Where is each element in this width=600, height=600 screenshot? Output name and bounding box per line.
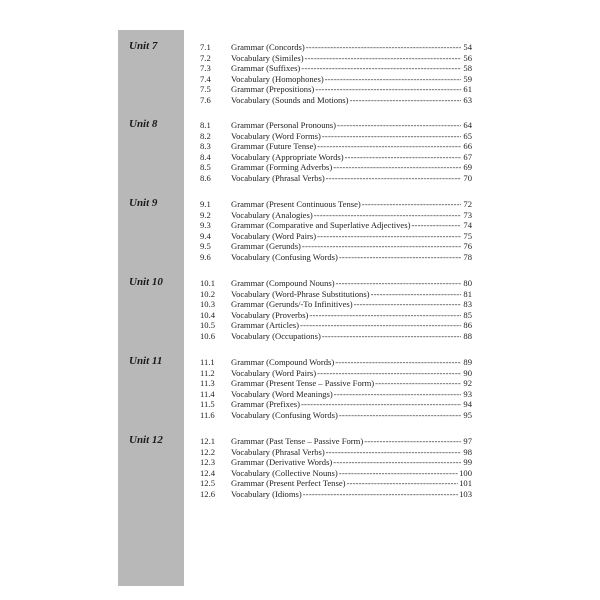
dot-leader xyxy=(305,53,461,64)
dot-leader xyxy=(337,120,461,131)
section-number: 8.3 xyxy=(200,141,211,152)
toc-entry[interactable] xyxy=(200,199,472,210)
page-number: 92 xyxy=(463,378,472,389)
section-number: 12.4 xyxy=(200,467,216,478)
toc-entry[interactable] xyxy=(200,368,472,379)
toc-entry[interactable] xyxy=(200,289,472,300)
page-number: 58 xyxy=(463,63,472,74)
section-number: 8.2 xyxy=(200,130,211,141)
section-title: Grammar (Gerunds/-To Infinitives) xyxy=(231,299,353,310)
page-number: 99 xyxy=(463,457,472,468)
page-number: 86 xyxy=(463,320,472,331)
dot-leader xyxy=(306,42,461,53)
section-number: 12.3 xyxy=(200,457,216,468)
section-number: 9.1 xyxy=(200,199,211,209)
section-title: Grammar (Personal Pronouns) xyxy=(231,120,337,130)
section-number: 9.3 xyxy=(200,220,211,231)
section-number: 9.6 xyxy=(200,251,211,262)
page-number: 89 xyxy=(463,357,472,367)
section-number: 9.4 xyxy=(200,230,211,241)
toc-entry[interactable] xyxy=(200,231,472,242)
section-title: Grammar (Derivative Words) xyxy=(231,457,333,468)
dot-leader xyxy=(350,95,461,106)
section-title: Vocabulary (Homophones) xyxy=(231,73,324,84)
toc-entry[interactable] xyxy=(200,410,472,421)
page-number: 56 xyxy=(463,52,472,63)
toc-entry[interactable] xyxy=(200,320,472,331)
section-title: Vocabulary (Occupations) xyxy=(231,330,321,341)
page-number: 63 xyxy=(463,94,472,105)
dot-leader xyxy=(362,199,461,210)
page-number: 95 xyxy=(463,409,472,420)
toc-entry[interactable] xyxy=(200,378,472,389)
section-number: 7.6 xyxy=(200,94,211,105)
section-title: Vocabulary (Word Forms) xyxy=(231,130,321,141)
page-number: 75 xyxy=(463,230,472,241)
page-number: 73 xyxy=(463,209,472,220)
section-title: Grammar (Comparative and Superlative Adjectives) xyxy=(231,220,411,231)
section-number: 10.1 xyxy=(200,278,216,288)
toc-entry[interactable] xyxy=(200,436,472,447)
toc-entry[interactable] xyxy=(200,84,472,95)
page-number: 90 xyxy=(463,367,472,378)
section-title: Vocabulary (Word-Phrase Substitutions) xyxy=(231,288,370,299)
section-title: Vocabulary (Appropriate Words) xyxy=(231,151,344,162)
toc-entry[interactable] xyxy=(200,141,472,152)
toc-entry[interactable] xyxy=(200,299,472,310)
unit-entries xyxy=(200,42,472,106)
toc-entry[interactable] xyxy=(200,447,472,458)
toc-entry[interactable] xyxy=(200,399,472,410)
section-number: 11.4 xyxy=(200,388,215,399)
page-number: 93 xyxy=(463,388,472,399)
dot-leader xyxy=(364,436,461,447)
section-title: Grammar (Future Tense) xyxy=(231,141,317,152)
page-number: 85 xyxy=(463,309,472,320)
page-number: 74 xyxy=(463,220,472,231)
section-number: 12.6 xyxy=(200,488,216,499)
section-number: 10.2 xyxy=(200,288,216,299)
unit-label: Unit 11 xyxy=(129,355,163,367)
toc-entry[interactable] xyxy=(200,74,472,85)
section-title: Grammar (Prefixes) xyxy=(231,399,300,410)
toc-entry[interactable] xyxy=(200,220,472,231)
section-title: Vocabulary (Phrasal Verbs) xyxy=(231,172,325,183)
toc-entry[interactable] xyxy=(200,357,472,368)
toc-entry[interactable] xyxy=(200,489,472,500)
section-title: Vocabulary (Word Meanings) xyxy=(231,388,333,399)
unit-label: Unit 9 xyxy=(129,197,158,209)
unit-entries xyxy=(200,120,472,184)
section-number: 11.3 xyxy=(200,378,215,389)
dot-leader xyxy=(411,220,461,231)
section-number: 10.6 xyxy=(200,330,216,341)
toc-entry[interactable] xyxy=(200,389,472,400)
page-number: 69 xyxy=(463,162,472,173)
dot-leader xyxy=(314,210,461,221)
unit-entries xyxy=(200,436,472,500)
page-number: 100 xyxy=(459,467,472,478)
section-title: Vocabulary (Analogies) xyxy=(231,209,313,220)
section-number: 9.2 xyxy=(200,209,211,220)
page-number: 61 xyxy=(463,84,472,95)
section-title: Vocabulary (Confusing Words) xyxy=(231,409,338,420)
toc-entry[interactable] xyxy=(200,42,472,53)
toc-entry[interactable] xyxy=(200,152,472,163)
toc-entry[interactable] xyxy=(200,278,472,289)
page-number: 98 xyxy=(463,446,472,457)
page-number: 88 xyxy=(463,330,472,341)
dot-leader xyxy=(317,231,461,242)
unit-entries xyxy=(200,278,472,342)
section-title: Grammar (Past Tense – Passive Form) xyxy=(231,436,364,446)
unit-label: Unit 7 xyxy=(129,40,158,52)
section-title: Grammar (Articles) xyxy=(231,320,300,331)
section-title: Vocabulary (Sounds and Motions) xyxy=(231,94,349,105)
dot-leader xyxy=(302,241,461,252)
dot-leader xyxy=(317,368,461,379)
page-number: 94 xyxy=(463,399,472,410)
dot-leader xyxy=(300,320,461,331)
toc-entry[interactable] xyxy=(200,252,472,263)
page-number: 72 xyxy=(463,199,472,209)
section-number: 8.4 xyxy=(200,151,211,162)
section-title: Grammar (Forming Adverbs) xyxy=(231,162,333,173)
dot-leader xyxy=(333,162,461,173)
section-title: Vocabulary (Similes) xyxy=(231,52,304,63)
dot-leader xyxy=(301,63,461,74)
dot-leader xyxy=(375,378,461,389)
section-number: 11.5 xyxy=(200,399,215,410)
section-number: 7.4 xyxy=(200,73,211,84)
section-title: Vocabulary (Word Pairs) xyxy=(231,367,317,378)
section-number: 12.1 xyxy=(200,436,216,446)
section-number: 8.5 xyxy=(200,162,211,173)
page-number: 80 xyxy=(463,278,472,288)
toc-entry[interactable] xyxy=(200,210,472,221)
dot-leader xyxy=(354,299,461,310)
toc-entry[interactable] xyxy=(200,457,472,468)
section-title: Vocabulary (Proverbs) xyxy=(231,309,309,320)
unit-entries xyxy=(200,199,472,263)
dot-leader xyxy=(371,289,461,300)
dot-leader xyxy=(326,447,461,458)
section-title: Grammar (Present Continuous Tense) xyxy=(231,199,361,209)
page-number: 101 xyxy=(459,478,472,489)
unit-label: Unit 12 xyxy=(129,434,163,446)
dot-leader xyxy=(339,252,461,263)
section-number: 7.2 xyxy=(200,52,211,63)
dot-leader xyxy=(345,152,461,163)
dot-leader xyxy=(335,357,461,368)
section-title: Vocabulary (Phrasal Verbs) xyxy=(231,446,325,457)
section-title: Grammar (Compound Words) xyxy=(231,357,335,367)
dot-leader xyxy=(347,478,459,489)
toc-entry[interactable] xyxy=(200,162,472,173)
page-number: 67 xyxy=(463,151,472,162)
dot-leader xyxy=(317,141,461,152)
section-title: Grammar (Compound Nouns) xyxy=(231,278,335,288)
section-title: Vocabulary (Collective Nouns) xyxy=(231,467,338,478)
page-number: 65 xyxy=(463,130,472,141)
section-number: 11.6 xyxy=(200,409,215,420)
section-number: 12.2 xyxy=(200,446,216,457)
page-number: 70 xyxy=(463,172,472,183)
section-title: Grammar (Present Tense – Passive Form) xyxy=(231,378,375,389)
dot-leader xyxy=(322,331,461,342)
dot-leader xyxy=(309,310,461,321)
page-number: 81 xyxy=(463,288,472,299)
section-number: 8.6 xyxy=(200,172,211,183)
section-number: 10.4 xyxy=(200,309,216,320)
section-title: Grammar (Present Perfect Tense) xyxy=(231,478,346,489)
page-number: 83 xyxy=(463,299,472,310)
section-title: Grammar (Concords) xyxy=(231,42,305,52)
section-number: 7.1 xyxy=(200,42,211,52)
page-number: 78 xyxy=(463,251,472,262)
section-number: 9.5 xyxy=(200,241,211,252)
section-number: 10.3 xyxy=(200,299,216,310)
toc-entry[interactable] xyxy=(200,468,472,479)
toc-entry[interactable] xyxy=(200,173,472,184)
dot-leader xyxy=(322,131,461,142)
unit-entries xyxy=(200,357,472,421)
dot-leader xyxy=(336,278,461,289)
toc-entry[interactable] xyxy=(200,241,472,252)
dot-leader xyxy=(301,399,461,410)
toc-entry[interactable] xyxy=(200,131,472,142)
section-number: 11.2 xyxy=(200,367,215,378)
toc-entry[interactable] xyxy=(200,331,472,342)
toc-entry[interactable] xyxy=(200,95,472,106)
section-number: 12.5 xyxy=(200,478,216,489)
section-title: Grammar (Suffixes) xyxy=(231,63,301,74)
unit-label: Unit 8 xyxy=(129,118,158,130)
section-title: Vocabulary (Word Pairs) xyxy=(231,230,317,241)
dot-leader xyxy=(303,489,458,500)
unit-sidebar xyxy=(118,30,184,586)
page-number: 54 xyxy=(463,42,472,52)
section-number: 8.1 xyxy=(200,120,211,130)
toc-entry[interactable] xyxy=(200,120,472,131)
dot-leader xyxy=(333,457,461,468)
section-number: 7.5 xyxy=(200,84,211,95)
toc-entry[interactable] xyxy=(200,310,472,321)
dot-leader xyxy=(339,410,461,421)
dot-leader xyxy=(315,84,461,95)
toc-entry[interactable] xyxy=(200,478,472,489)
toc-entry[interactable] xyxy=(200,63,472,74)
section-number: 7.3 xyxy=(200,63,211,74)
page-number: 76 xyxy=(463,241,472,252)
toc-entry[interactable] xyxy=(200,53,472,64)
section-title: Vocabulary (Confusing Words) xyxy=(231,251,338,262)
unit-label: Unit 10 xyxy=(129,276,163,288)
dot-leader xyxy=(325,74,461,85)
dot-leader xyxy=(339,468,458,479)
page-number: 97 xyxy=(463,436,472,446)
page-number: 66 xyxy=(463,141,472,152)
section-title: Grammar (Prepositions) xyxy=(231,84,315,95)
page-number: 59 xyxy=(463,73,472,84)
section-title: Vocabulary (Idioms) xyxy=(231,488,302,499)
section-number: 10.5 xyxy=(200,320,216,331)
dot-leader xyxy=(334,389,461,400)
page-number: 103 xyxy=(459,488,472,499)
section-number: 11.1 xyxy=(200,357,215,367)
page-number: 64 xyxy=(463,120,472,130)
section-title: Grammar (Gerunds) xyxy=(231,241,301,252)
dot-leader xyxy=(326,173,461,184)
